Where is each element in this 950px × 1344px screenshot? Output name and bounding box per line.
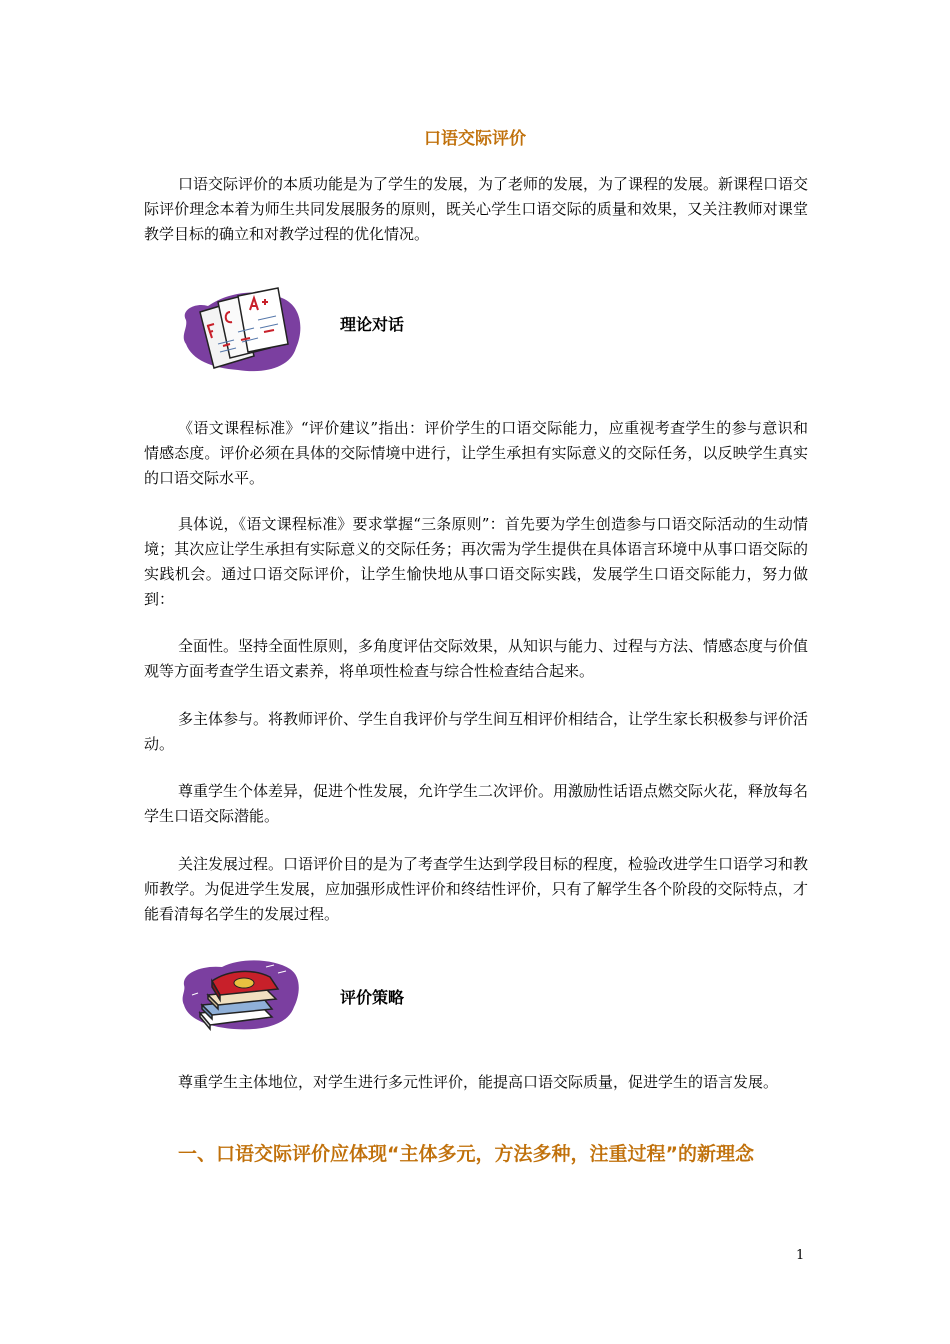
section-heading-strategy: 评价策略	[340, 988, 405, 1007]
page-number: 1	[796, 1248, 805, 1263]
body-paragraph: 全面性。坚持全面性原则，多角度评估交际效果，从知识与能力、过程与方法、情感态度与价值观等方面考查学生语文素养，将单项性检查与综合性检查结合起来。	[144, 637, 809, 680]
intro-paragraph: 口语交际评价的本质功能是为了学生的发展，为了老师的发展，为了课程的发展。新课程口语交际评价理念本着为师生共同发展服务的原则，既关心学生口语交际的质量和效果，又关注教师对课堂教学目标的确立和对教学过程的优化情况。	[144, 175, 809, 243]
section-heading-theory: 理论对话	[340, 315, 405, 334]
book-stack-icon	[178, 955, 302, 1035]
graded-papers-icon	[178, 282, 306, 377]
body-paragraph: 《语文课程标准》“评价建议”指出：评价学生的口语交际能力，应重视考查学生的参与意识和情感态度。评价必须在具体的交际情境中进行，让学生承担有实际意义的交际任务，以反映学生真实的口语交际水平。	[144, 419, 808, 487]
body-paragraph: 尊重学生主体地位，对学生进行多元性评价，能提高口语交际质量，促进学生的语言发展。	[178, 1073, 779, 1091]
body-paragraph: 多主体参与。将教师评价、学生自我评价与学生间互相评价相结合，让学生家长积极参与评价活动。	[144, 710, 809, 753]
document-title: 口语交际评价	[424, 129, 526, 149]
body-paragraph: 具体说，《语文课程标准》要求掌握“三条原则”：首先要为学生创造参与口语交际活动的生动情境；其次应让学生承担有实际意义的交际任务；再次需为学生提供在具体语言环境中从事口语交际的实践机会。通过口语交际评价，让学生愉快地从事口语交际实践，发展学生口语交际能力，努力做到：	[144, 515, 808, 608]
body-paragraph: 尊重学生个体差异，促进个性发展，允许学生二次评价。用激励性话语点燃交际火花，释放每名学生口语交际潜能。	[144, 782, 809, 825]
heading-level-1: 一、口语交际评价应体现“主体多元，方法多种，注重过程”的新理念	[178, 1143, 754, 1165]
body-paragraph: 关注发展过程。口语评价目的是为了考查学生达到学段目标的程度，检验改进学生口语学习和教师教学。为促进学生发展，应加强形成性评价和终结性评价，只有了解学生各个阶段的交际特点，才能看清每名学生的发展过程。	[144, 855, 809, 923]
